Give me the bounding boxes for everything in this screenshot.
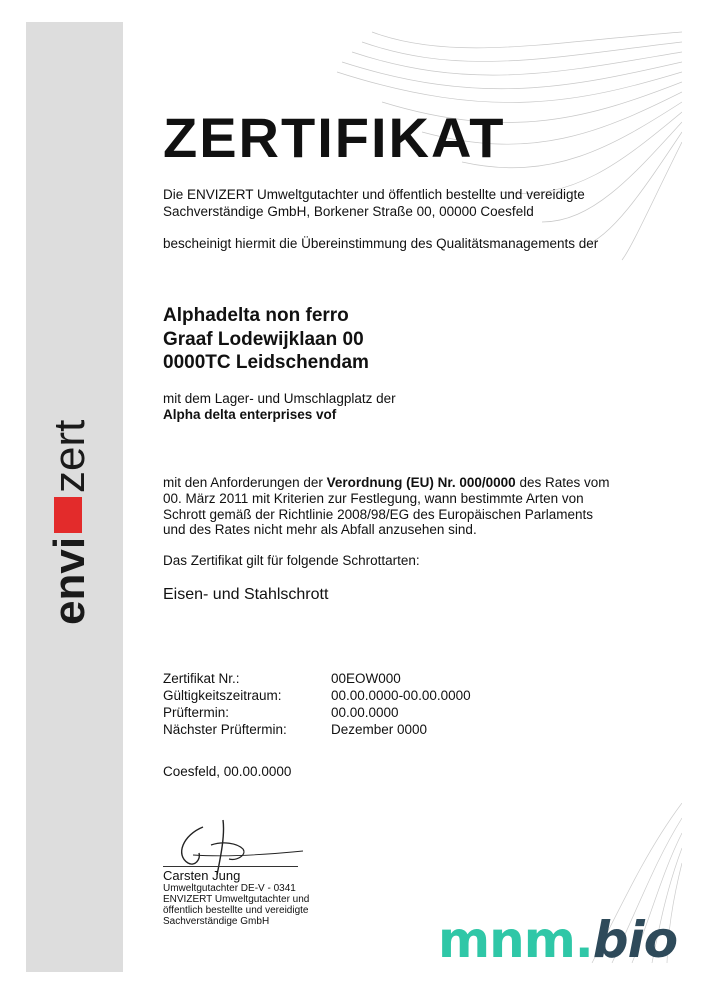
- logo-text-envi: envi: [45, 536, 94, 625]
- detail-value: Dezember 0000: [331, 722, 428, 737]
- watermark-logo: [438, 910, 677, 970]
- scope-intro: Das Zertifikat gilt für folgende Schrottarten:: [163, 553, 420, 568]
- company-city: 0000TC Leidschendam: [163, 352, 369, 373]
- detail-label: Nächster Prüftermin:: [163, 722, 287, 737]
- watermark-dot: .: [574, 911, 593, 969]
- signer-company-line-3: Sachverständige GmbH: [163, 916, 270, 927]
- detail-row: [163, 721, 471, 738]
- certificate-title: ZERTIFIKAT: [163, 106, 506, 169]
- requirements-line-3: Schrott gemäß der Richtlinie 2008/98/EG des Europäischen Parlaments: [163, 507, 593, 522]
- requirements-line-2: 00. März 2011 mit Kriterien zur Festlegung, wann bestimmte Arten von: [163, 491, 584, 506]
- certificate-details: [163, 670, 471, 738]
- signature-line: [163, 866, 298, 867]
- detail-label: Zertifikat Nr.:: [163, 671, 240, 686]
- requirements-line-4: und des Rates nicht mehr als Abfall anzusehen sind.: [163, 522, 477, 537]
- watermark-part-1: mnm: [438, 911, 575, 969]
- signer-title: Umweltgutachter DE-V - 0341: [163, 883, 296, 894]
- scrap-type: Eisen- und Stahlschrott: [163, 586, 329, 603]
- detail-value: 00.00.0000-00.00.0000: [331, 688, 471, 703]
- storage-intro: mit dem Lager- und Umschlagplatz der: [163, 391, 396, 406]
- signature-block: [163, 868, 313, 927]
- regulation-reference: Verordnung (EU) Nr. 000/0000: [326, 475, 516, 490]
- detail-label: Prüftermin:: [163, 705, 230, 720]
- requirements-prefix: mit den Anforderungen der: [163, 475, 327, 490]
- detail-row: [163, 687, 471, 704]
- logo-text-zert: zert: [45, 419, 94, 493]
- company-street: Graaf Lodewijklaan 00: [163, 329, 364, 350]
- place-date: Coesfeld, 00.00.0000: [163, 764, 292, 779]
- envizert-logo: [40, 380, 100, 630]
- requirements-line-1-suffix: des Rates vom: [515, 475, 610, 490]
- detail-row: [163, 704, 471, 721]
- signer-company-line-2: öffentlich bestellte und vereidigte: [163, 905, 309, 916]
- issuer-line-1: Die ENVIZERT Umweltgutachter und öffentlich bestellte und vereidigte: [163, 187, 585, 202]
- issuer-line-2: Sachverständige GmbH, Borkener Straße 00, 00000 Coesfeld: [163, 204, 534, 219]
- signer-company-line-1: ENVIZERT Umweltgutachter und: [163, 894, 310, 905]
- requirements-line-1: [163, 474, 609, 491]
- storage-name: Alpha delta enterprises vof: [163, 407, 337, 422]
- watermark-part-2: bio: [592, 911, 678, 969]
- detail-label: Gültigkeitszeitraum:: [163, 688, 282, 703]
- signer-name: Carsten Jung: [163, 868, 241, 883]
- detail-value: 00EOW000: [331, 671, 401, 686]
- certifies-text: bescheinigt hiermit die Übereinstimmung des Qualitätsmanagements der: [163, 236, 599, 251]
- logo-accent-block: [54, 497, 82, 533]
- company-name: Alphadelta non ferro: [163, 305, 349, 326]
- detail-row: [163, 670, 471, 687]
- detail-value: 00.00.0000: [331, 705, 399, 720]
